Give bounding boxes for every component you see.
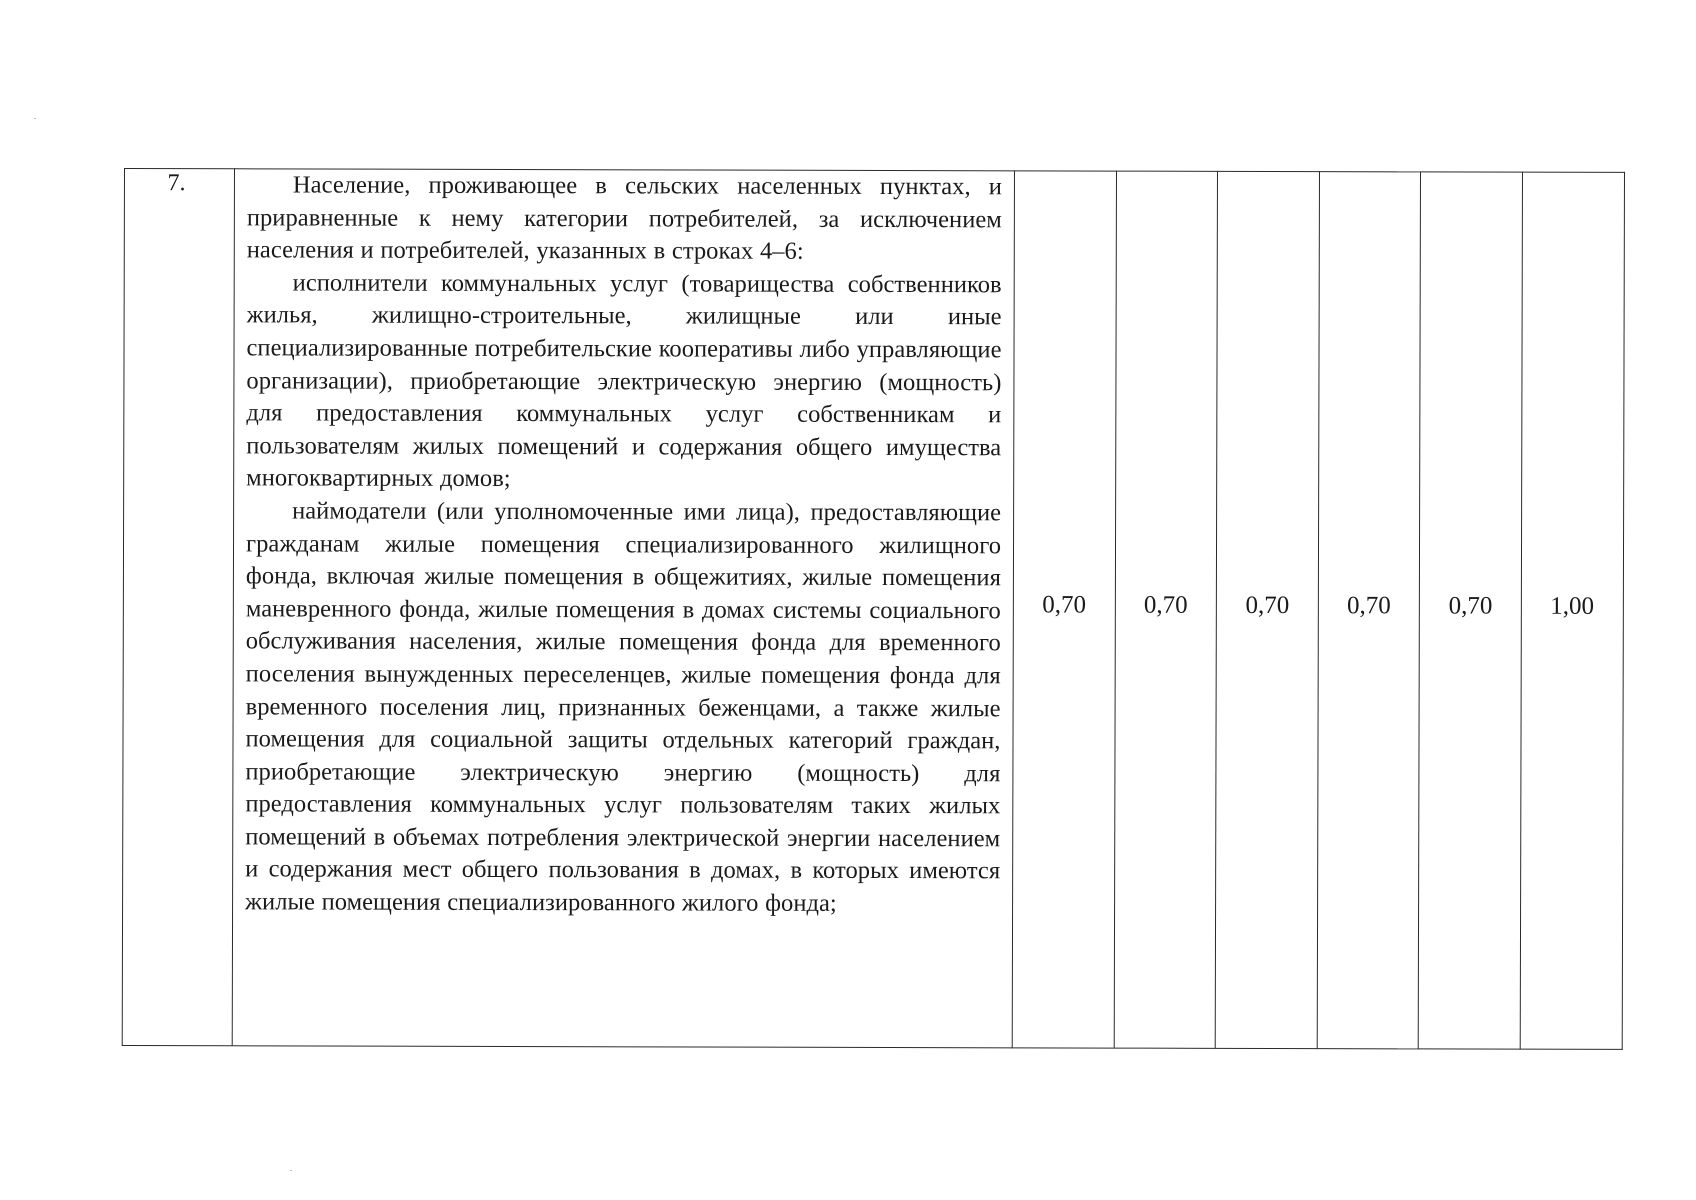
- row-description-cell: [232, 169, 1014, 1048]
- value-text: 0,70: [1245, 591, 1290, 620]
- value-cell: [1114, 171, 1218, 1048]
- tariff-table: [122, 168, 1625, 1050]
- value-cell: [1419, 172, 1523, 1049]
- description-paragraph: Население, проживающее в сельских населенных пунктах, и приравненные к нему категории потребителей, за исключением населения и потребителей, указанных в строках 4–6:: [246, 171, 1002, 265]
- scan-speck: [34, 118, 36, 119]
- table-row: [122, 169, 1624, 1050]
- row-number-cell: [122, 169, 234, 1046]
- value-cell: [1012, 171, 1116, 1048]
- value-text: 0,70: [1347, 592, 1391, 620]
- value-cell: [1215, 171, 1319, 1048]
- value-text: 0,70: [1143, 591, 1188, 619]
- description-paragraph: наймодатели (или уполномоченные ими лица), предоставляющие гражданам жилые помещения специализированного жилищного фонда, включая жилые помещения в общежитиях, жилые помещения маневренного фонда, жилые помещения в домах системы социального обслуживания населения, жилые помещения фонда для временного поселения вынужденных переселенцев, жилые помещения фонда для временного поселения лиц, признанных беженцами, а также жилые помещения для социальной защиты отдельных категорий граждан, приобретающие электрическую энергию (мощность) для предоставления коммунальных услуг пользователям таких жилых помещений в объемах потребления электрической энергии населением и содержания мест общего пользования в домах, в которых имеются жилые помещения специализированного жилого фонда;: [245, 497, 1002, 917]
- row-number: 7.: [167, 170, 186, 197]
- value-cell: [1317, 172, 1421, 1049]
- value-cell: [1520, 172, 1624, 1049]
- description-paragraph: исполнители коммунальных услуг (товарищества собственников жилья, жилищно-строительные, жилищные или иные специализированные потребительские кооперативы либо управляющие организации), приобретающие электрическую энергию (мощность) для предоставления коммунальных услуг собственникам и пользователям жилых помещений и содержания общего имущества многоквартирных домов;: [246, 269, 1002, 493]
- value-text: 0,70: [1042, 591, 1087, 619]
- value-text: 1,00: [1550, 592, 1595, 620]
- value-text: 0,70: [1448, 592, 1493, 620]
- scan-speck: [290, 1170, 292, 1171]
